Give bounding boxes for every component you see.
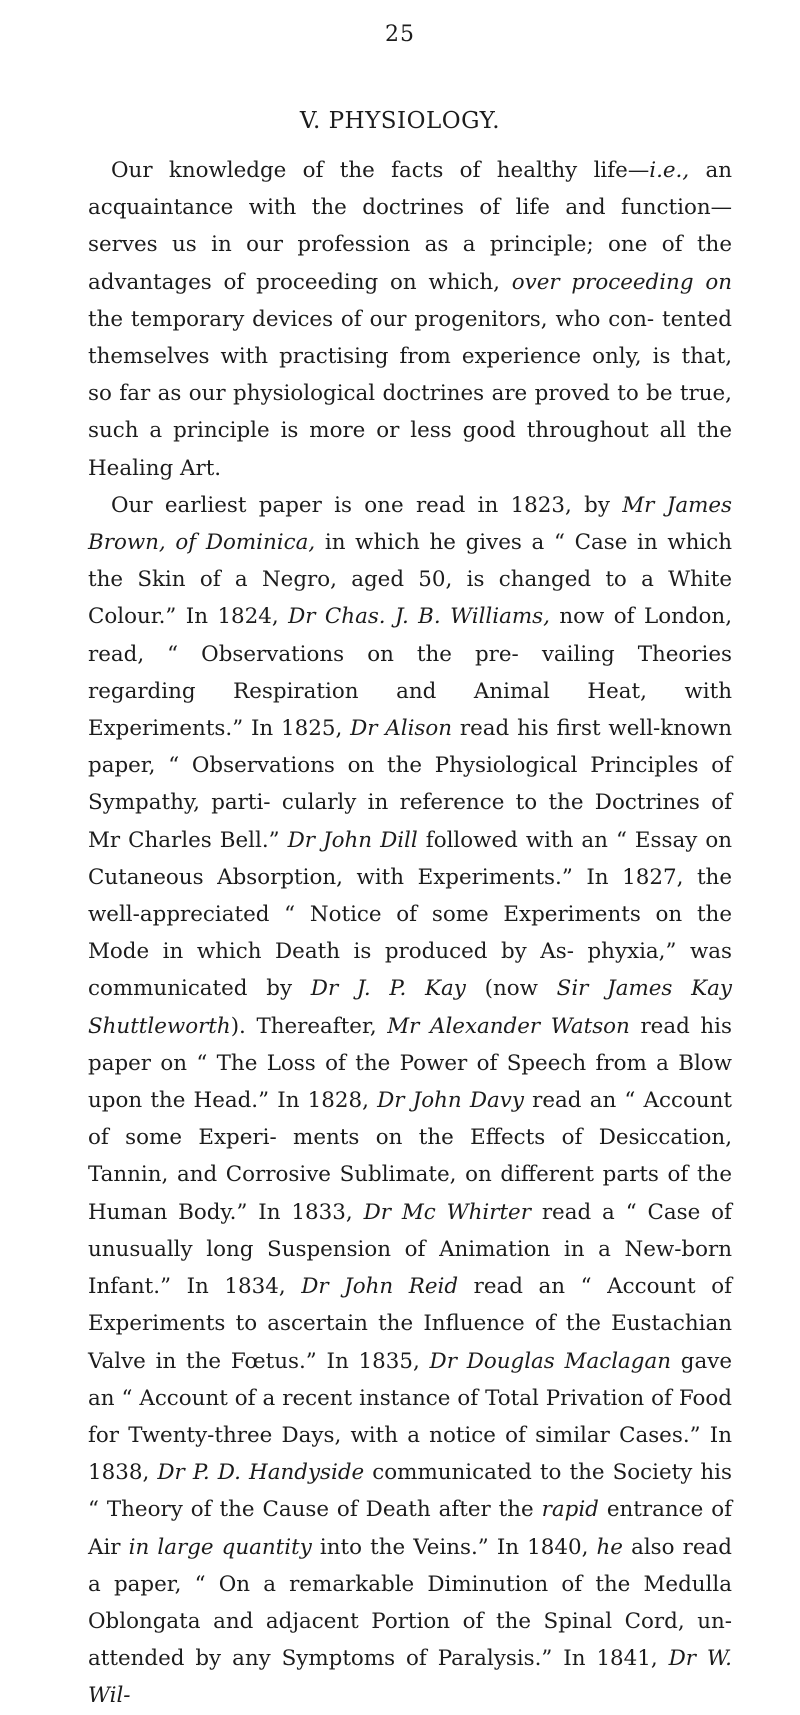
text-run: followed with an “ Essay on Cutaneous Absorption, with Experiments.” In 1827, the well-appreciated “ Notice of some Experiments on the Mode in which Death is produced by As- phyxia,” was communicated by [88, 827, 733, 1002]
text-run: in which he gives a “ Case in which the Skin of a Negro, aged 50, is changed to a White Colour.” In 1824, [88, 530, 733, 630]
italic-text: Dr Douglas Maclagan [429, 1348, 672, 1374]
italic-text: Dr John Davy [377, 1088, 524, 1114]
text-run: now of London, read, “ Observations on the pre- vailing Theories regarding Respiration and Animal Heat, with Experiments.” In 1825, [88, 604, 733, 742]
text-run: Our earliest paper is one read in 1823, by [111, 492, 623, 518]
text-run: into the Veins.” In 1840, [311, 1534, 597, 1560]
italic-text: Dr John Reid [301, 1274, 459, 1300]
italic-text: Sir James Kay Shuttleworth [88, 976, 732, 1039]
text-run: Our knowledge of the facts of healthy life— [111, 158, 650, 183]
italic-text: Dr W. Wil- [88, 1646, 732, 1709]
text-run: read an “ Account of some Experi- ments on the Effects of Desiccation, Tannin, and Corrosive Sublimate, on different parts of the Human Body.” In 1833, [88, 1088, 732, 1225]
italic-text: over proceeding on [511, 269, 732, 295]
text-run: gave an “ Account of a recent instance of Total Privation of Food for Twenty-three Days, with a notice of similar Cases.” In 1838, [88, 1348, 732, 1486]
italic-text: he [596, 1534, 623, 1560]
section-heading: V. PHYSIOLOGY. [299, 108, 501, 134]
text-run: (now [465, 976, 557, 1002]
text-run: communicated to the Society his “ Theory of the Cause of Death after the [88, 1460, 732, 1523]
italic-text: rapid [541, 1497, 599, 1523]
paragraph [88, 152, 732, 487]
body-text [88, 152, 732, 1715]
text-run: ). Thereafter, [230, 1013, 388, 1039]
text-run: the temporary devices of our progenitors, who con- tented themselves with practising from experience only, is that, so far as our physiological doctrines are proved to be true, such a principle is more or less good throughout all the Healing Art. [88, 306, 732, 481]
text-run: read his first well-known paper, “ Observations on the Physiological Principles of Sympathy, parti- cularly in reference to the Doctrines of Mr Charles Bell.” [88, 716, 732, 853]
text-run: read his paper on “ The Loss of the Power of Speech from a Blow upon the Head.” In 1828, [88, 1013, 732, 1114]
text-run: entrance of Air [88, 1497, 732, 1560]
italic-text: Dr Alison [350, 716, 453, 742]
italic-text: Dr P. D. Handyside [157, 1460, 365, 1486]
text-run: read an “ Account of Experiments to ascertain the Influence of the Eustachian Valve in the Fœtus.” In 1835, [88, 1274, 732, 1374]
text-run: an acquaintance with the doctrines of life and function—serves us in our profession as a principle; one of the advantages of proceeding on which, [88, 158, 732, 295]
italic-text: Mr Alexander Watson [387, 1013, 630, 1039]
italic-text: i.e., [649, 158, 690, 183]
italic-text: Mr James Brown, of Dominica, [88, 492, 732, 556]
italic-text: Dr Chas. J. B. Williams, [288, 604, 550, 630]
paragraph [88, 487, 732, 1715]
text-run: read a “ Case of unusually long Suspension of Animation in a New-born Infant.” In 1834, [88, 1199, 732, 1300]
text-run: also read a paper, “ On a remarkable Diminution of the Medulla Oblongata and adjacent Portion of the Spinal Cord, un- attended by any Symptoms of Paralysis.” In 1841, [88, 1534, 732, 1672]
italic-text: Dr J. P. Kay [310, 976, 466, 1002]
italic-text: Dr John Dill [287, 827, 418, 853]
italic-text: in large quantity [128, 1534, 312, 1560]
page-number: 25 [385, 22, 415, 47]
italic-text: Dr Mc Whirter [363, 1199, 531, 1225]
